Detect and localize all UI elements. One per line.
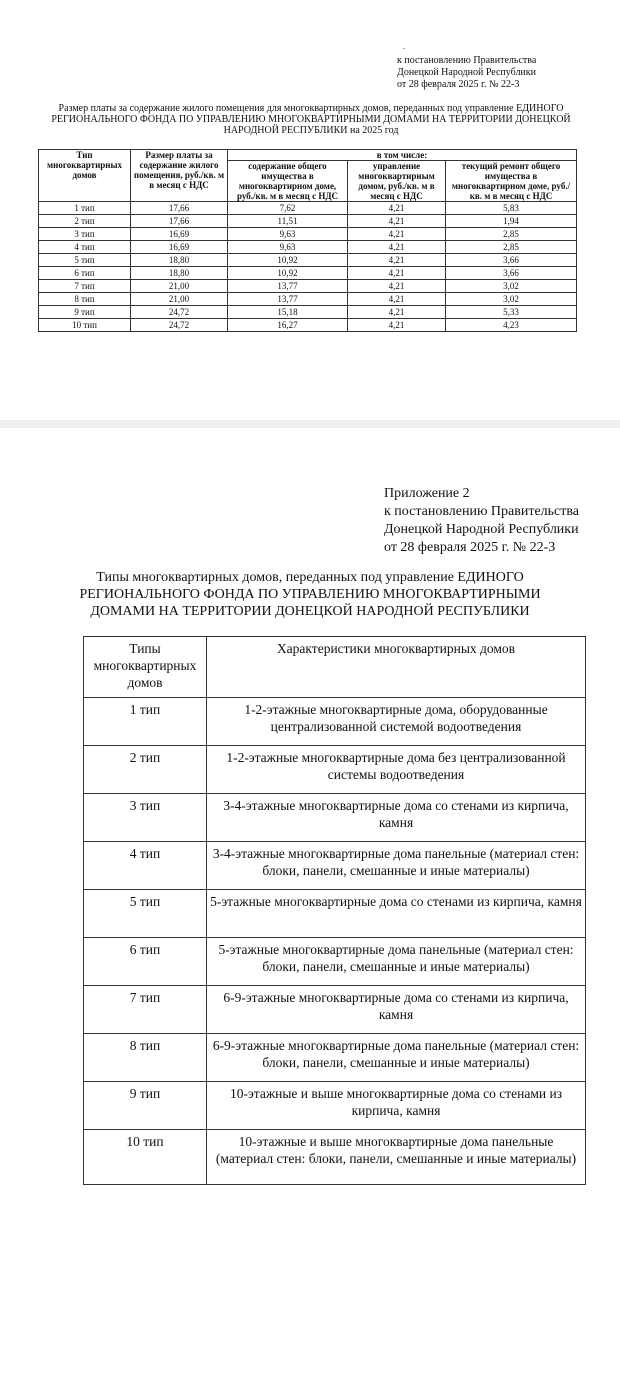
house-types-table bbox=[83, 636, 586, 1185]
cell-type: 10 тип bbox=[84, 1130, 207, 1185]
cell-common: 13,77 bbox=[228, 280, 348, 293]
header-mark: . bbox=[403, 42, 405, 51]
table-row bbox=[39, 319, 577, 332]
table-row bbox=[39, 293, 577, 306]
cell-repair: 5,33 bbox=[446, 306, 577, 319]
header-line: Донецкой Народной Республики bbox=[397, 67, 536, 78]
cell-type: 1 тип bbox=[39, 202, 131, 215]
cell-type: 5 тип bbox=[84, 890, 207, 938]
table-row bbox=[39, 267, 577, 280]
cell-desc: 1-2-этажные многоквартирные дома, оборудованные централизованной системой водоотведения bbox=[207, 698, 586, 746]
cell-type: 3 тип bbox=[39, 228, 131, 241]
cell-type: 6 тип bbox=[84, 938, 207, 986]
cell-management: 4,21 bbox=[348, 267, 446, 280]
cell-common: 7,62 bbox=[228, 202, 348, 215]
cell-total: 16,69 bbox=[131, 228, 228, 241]
cell-desc: 1-2-этажные многоквартирные дома без централизованной системы водоотведения bbox=[207, 746, 586, 794]
cell-type: 8 тип bbox=[84, 1034, 207, 1082]
cell-total: 24,72 bbox=[131, 319, 228, 332]
cell-total: 18,80 bbox=[131, 254, 228, 267]
cell-management: 4,21 bbox=[348, 306, 446, 319]
page-title: Размер платы за содержание жилого помещения для многоквартирных домов, переданных под управление ЕДИНОГО РЕГИОНАЛЬНОГО ФОНДА ПО УПРАВЛЕНИЮ МНОГОКВАРТИРНЫМИ ДОМАМИ НА ТЕРРИТОРИИ ДОНЕЦКОЙ НАРОДНОЙ РЕСПУБЛИКИ на 2025 год bbox=[51, 103, 571, 136]
col-header-total: Размер платы за содержание жилого помещения, руб./кв. м в месяц с НДС bbox=[131, 150, 228, 202]
table-row bbox=[84, 1130, 586, 1185]
cell-type: 3 тип bbox=[84, 794, 207, 842]
col-header-including: в том числе: bbox=[228, 150, 577, 161]
header-line: Донецкой Народной Республики bbox=[384, 522, 579, 537]
cell-total: 18,80 bbox=[131, 267, 228, 280]
cell-common: 13,77 bbox=[228, 293, 348, 306]
cell-type: 9 тип bbox=[39, 306, 131, 319]
cell-repair: 1,94 bbox=[446, 215, 577, 228]
cell-type: 4 тип bbox=[84, 842, 207, 890]
table-row bbox=[84, 890, 586, 938]
document-page-1 bbox=[0, 0, 620, 420]
table-row bbox=[84, 698, 586, 746]
table-row bbox=[84, 1034, 586, 1082]
cell-common: 16,27 bbox=[228, 319, 348, 332]
cell-desc: 5-этажные многоквартирные дома со стенами из кирпича, камня bbox=[207, 890, 586, 938]
table-row bbox=[39, 280, 577, 293]
col-header-type: Тип многоквартирных домов bbox=[39, 150, 131, 202]
table-row bbox=[84, 1082, 586, 1130]
header-line: от 28 февраля 2025 г. № 22-3 bbox=[384, 540, 556, 555]
fee-table bbox=[38, 149, 577, 332]
table-row bbox=[39, 241, 577, 254]
cell-total: 24,72 bbox=[131, 306, 228, 319]
cell-type: 10 тип bbox=[39, 319, 131, 332]
table-row bbox=[39, 306, 577, 319]
col-header-type: Типы многоквартирных домов bbox=[84, 637, 207, 698]
table-row bbox=[84, 986, 586, 1034]
cell-type: 7 тип bbox=[39, 280, 131, 293]
header-line: от 28 февраля 2025 г. № 22-3 bbox=[397, 79, 520, 90]
cell-management: 4,21 bbox=[348, 280, 446, 293]
document-page-2 bbox=[0, 428, 620, 1377]
col-header-desc: Характеристики многоквартирных домов bbox=[207, 637, 586, 698]
header-line: Приложение 2 bbox=[384, 486, 470, 501]
cell-total: 16,69 bbox=[131, 241, 228, 254]
cell-repair: 4,23 bbox=[446, 319, 577, 332]
cell-common: 11,51 bbox=[228, 215, 348, 228]
cell-type: 9 тип bbox=[84, 1082, 207, 1130]
page-title: Типы многоквартирных домов, переданных под управление ЕДИНОГО РЕГИОНАЛЬНОГО ФОНДА ПО УПРАВЛЕНИЮ МНОГОКВАРТИРНЫМИ ДОМАМИ НА ТЕРРИТОРИИ ДОНЕЦКОЙ НАРОДНОЙ РЕСПУБЛИКИ bbox=[79, 570, 541, 619]
cell-type: 7 тип bbox=[84, 986, 207, 1034]
cell-management: 4,21 bbox=[348, 215, 446, 228]
table-row bbox=[39, 202, 577, 215]
cell-repair: 2,85 bbox=[446, 228, 577, 241]
col-header-repair: текущий ремонт общего имущества в многоквартирном доме, руб./кв. м в месяц с НДС bbox=[446, 161, 577, 202]
table-row bbox=[39, 228, 577, 241]
cell-management: 4,21 bbox=[348, 228, 446, 241]
table-row bbox=[84, 842, 586, 890]
cell-type: 2 тип bbox=[84, 746, 207, 794]
table-row bbox=[39, 254, 577, 267]
cell-type: 1 тип bbox=[84, 698, 207, 746]
cell-total: 21,00 bbox=[131, 280, 228, 293]
cell-repair: 3,66 bbox=[446, 267, 577, 280]
cell-desc: 5-этажные многоквартирные дома панельные (материал стен: блоки, панели, смешанные и иные материалы) bbox=[207, 938, 586, 986]
page-divider bbox=[0, 420, 620, 428]
cell-repair: 3,02 bbox=[446, 280, 577, 293]
cell-repair: 3,02 bbox=[446, 293, 577, 306]
cell-desc: 3-4-этажные многоквартирные дома со стенами из кирпича, камня bbox=[207, 794, 586, 842]
cell-desc: 6-9-этажные многоквартирные дома со стенами из кирпича, камня bbox=[207, 986, 586, 1034]
cell-total: 21,00 bbox=[131, 293, 228, 306]
table-row bbox=[84, 746, 586, 794]
cell-type: 2 тип bbox=[39, 215, 131, 228]
cell-management: 4,21 bbox=[348, 254, 446, 267]
cell-desc: 6-9-этажные многоквартирные дома панельные (материал стен: блоки, панели, смешанные и иные материалы) bbox=[207, 1034, 586, 1082]
header-line: к постановлению Правительства bbox=[397, 55, 537, 66]
cell-desc: 3-4-этажные многоквартирные дома панельные (материал стен: блоки, панели, смешанные и иные материалы) bbox=[207, 842, 586, 890]
cell-common: 15,18 bbox=[228, 306, 348, 319]
table-row bbox=[39, 215, 577, 228]
col-header-management: управление многоквартирным домом, руб./кв. м в месяц с НДС bbox=[348, 161, 446, 202]
cell-type: 8 тип bbox=[39, 293, 131, 306]
col-header-common: содержание общего имущества в многоквартирном доме, руб./кв. м в месяц с НДС bbox=[228, 161, 348, 202]
cell-management: 4,21 bbox=[348, 241, 446, 254]
cell-management: 4,21 bbox=[348, 319, 446, 332]
cell-total: 17,66 bbox=[131, 215, 228, 228]
cell-common: 10,92 bbox=[228, 267, 348, 280]
cell-management: 4,21 bbox=[348, 202, 446, 215]
cell-repair: 2,85 bbox=[446, 241, 577, 254]
cell-total: 17,66 bbox=[131, 202, 228, 215]
cell-common: 10,92 bbox=[228, 254, 348, 267]
cell-common: 9,63 bbox=[228, 228, 348, 241]
cell-common: 9,63 bbox=[228, 241, 348, 254]
header-line: к постановлению Правительства bbox=[384, 504, 580, 519]
cell-desc: 10-этажные и выше многоквартирные дома со стенами из кирпича, камня bbox=[207, 1082, 586, 1130]
appendix-header bbox=[397, 55, 536, 91]
table-row bbox=[84, 938, 586, 986]
cell-type: 4 тип bbox=[39, 241, 131, 254]
table-row bbox=[84, 794, 586, 842]
appendix-header bbox=[384, 485, 579, 557]
cell-repair: 3,66 bbox=[446, 254, 577, 267]
cell-repair: 5,83 bbox=[446, 202, 577, 215]
cell-desc: 10-этажные и выше многоквартирные дома панельные (материал стен: блоки, панели, смешанные и иные материалы) bbox=[207, 1130, 586, 1185]
cell-management: 4,21 bbox=[348, 293, 446, 306]
cell-type: 5 тип bbox=[39, 254, 131, 267]
cell-type: 6 тип bbox=[39, 267, 131, 280]
